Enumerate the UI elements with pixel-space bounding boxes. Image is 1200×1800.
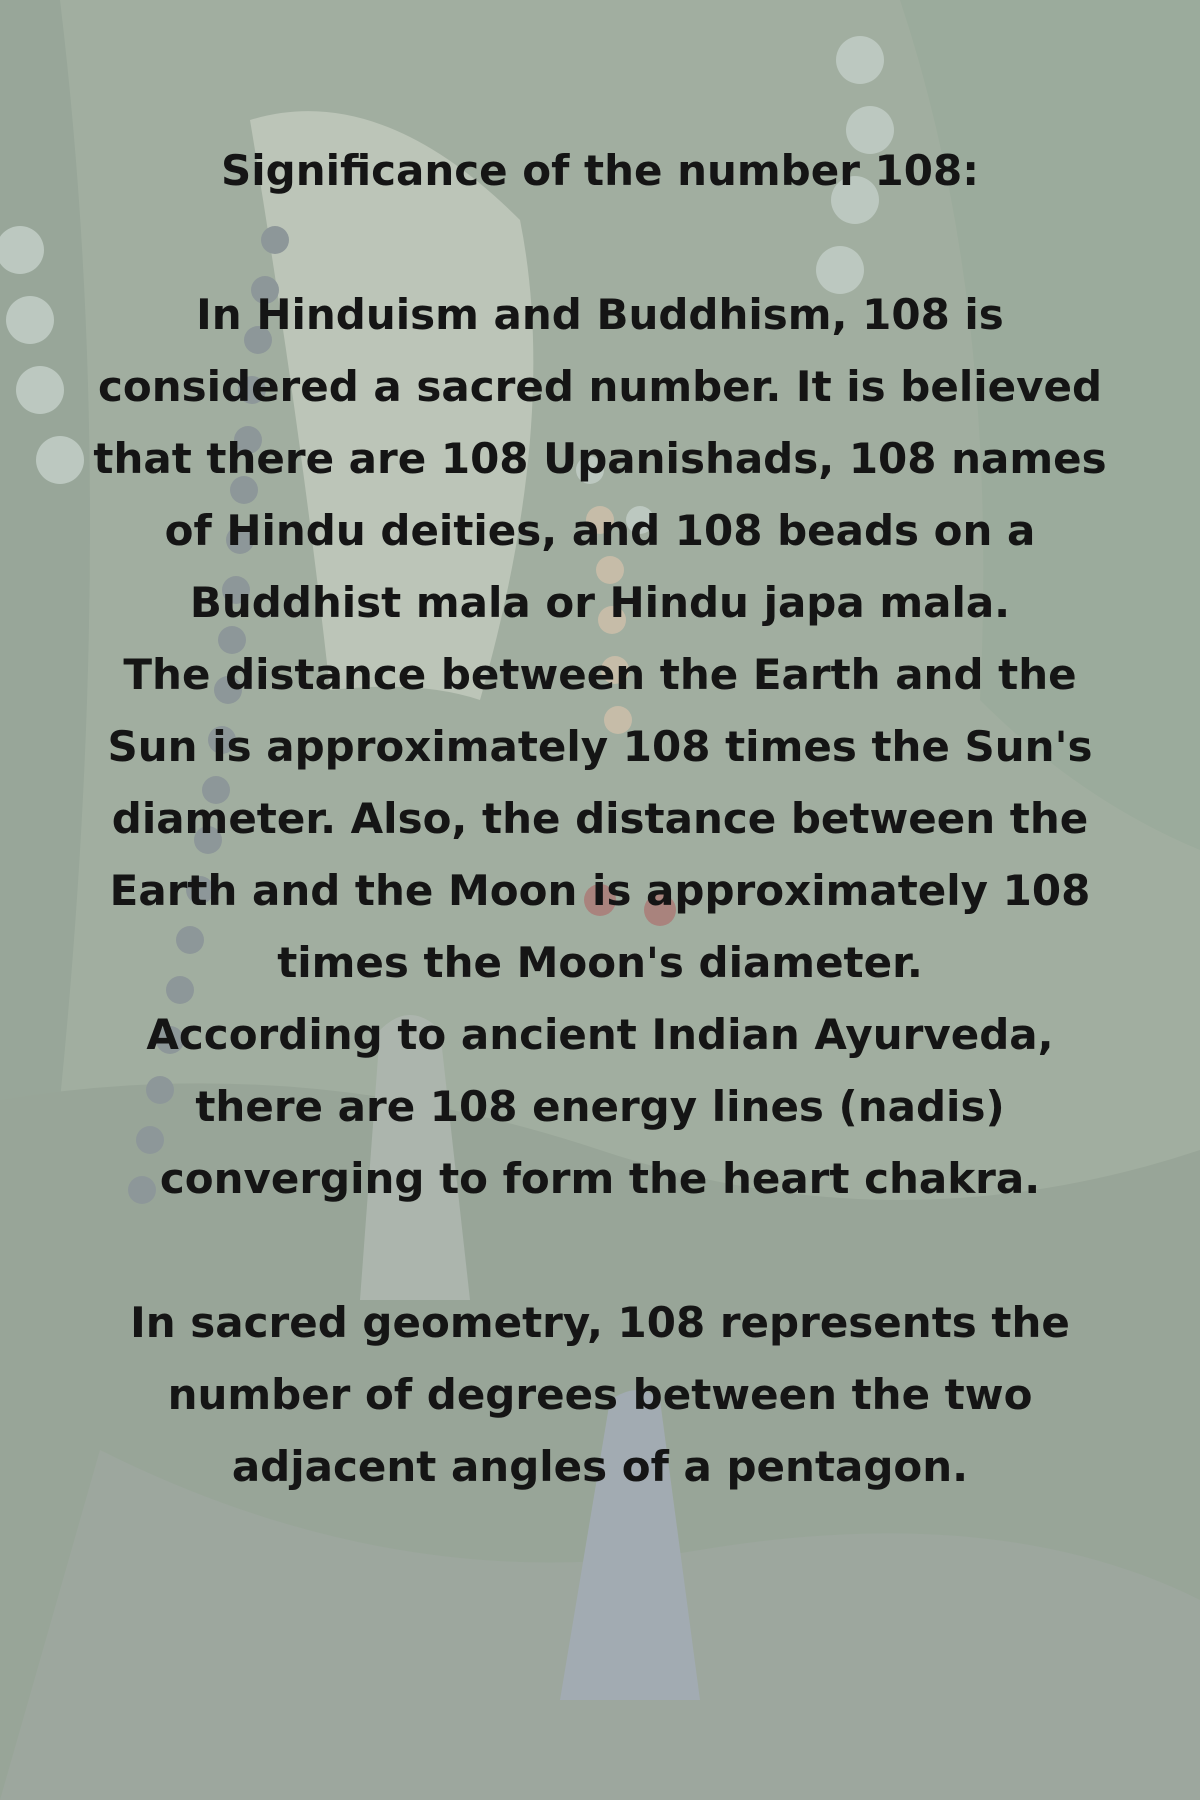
poster-title: Significance of the number 108: — [220, 146, 980, 195]
poster-text-block — [90, 135, 1110, 1503]
spacer — [90, 1215, 1110, 1287]
paragraph-ayurveda: According to ancient Indian Ayurveda, there are 108 energy lines (nadis) converging to form the heart chakra. — [146, 1010, 1054, 1203]
paragraph-earth-sun-moon: The distance between the Earth and the Sun is approximately 108 times the Sun's diameter. Also, the distance between the Earth and the Moon is approximately 108 times the Moon's diameter. — [107, 650, 1093, 987]
paragraph-sacred-number: In Hinduism and Buddhism, 108 is considered a sacred number. It is believed that there are 108 Upanishads, 108 names of Hindu deities, and 108 beads on a Buddhist mala or Hindu japa mala. — [93, 290, 1107, 627]
paragraph-sacred-geometry: In sacred geometry, 108 represents the number of degrees between the two adjacent angles of a pentagon. — [130, 1298, 1070, 1491]
spacer — [90, 207, 1110, 279]
